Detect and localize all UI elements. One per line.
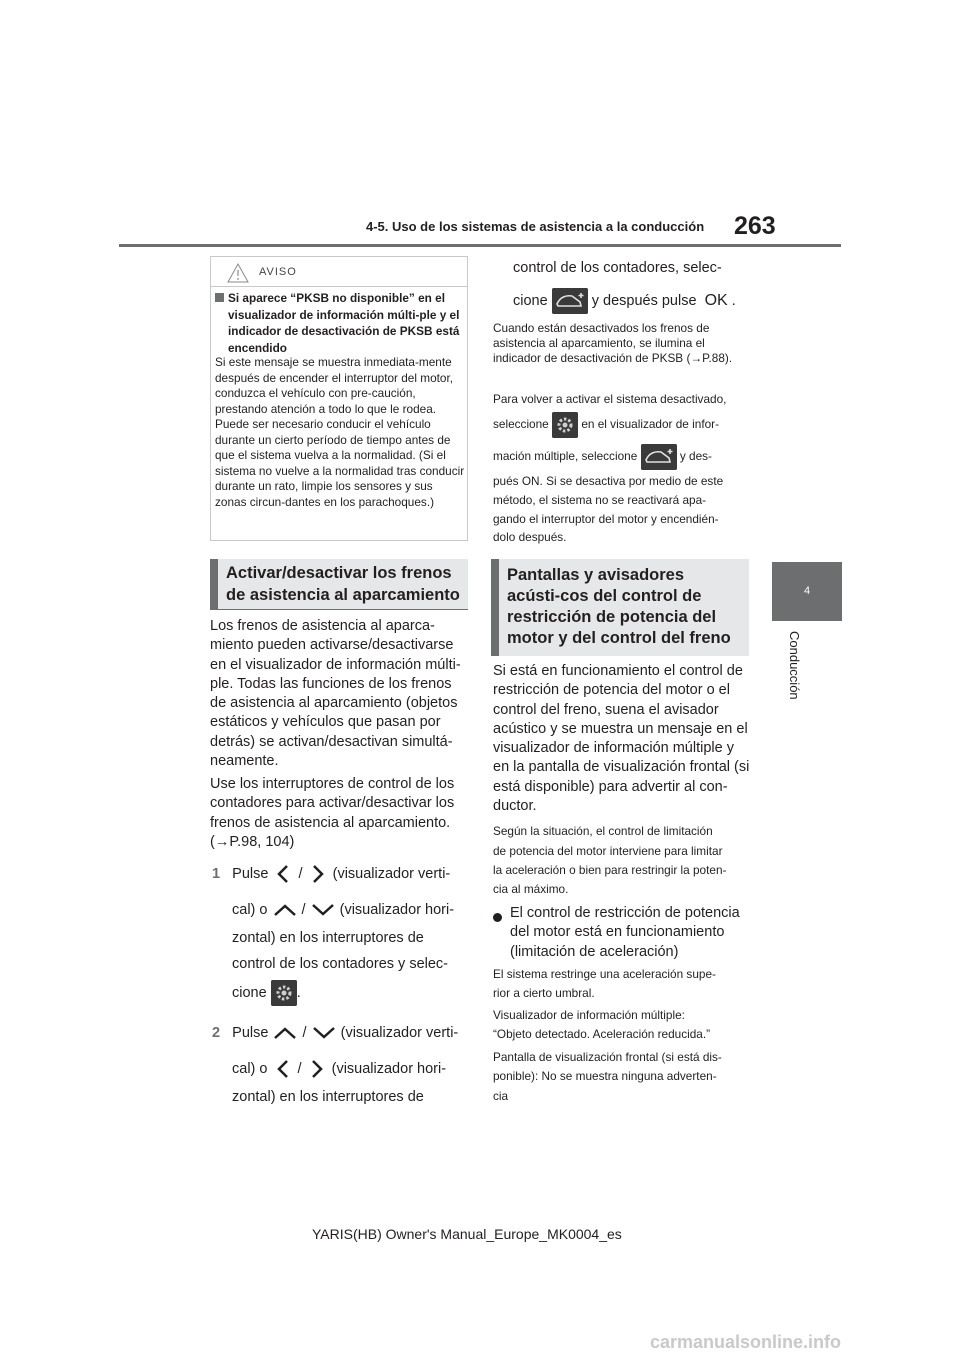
left-section-heading: Activar/desactivar los frenos de asistencia al aparcamiento xyxy=(210,559,468,609)
b-small-4: “Objeto detectado. Aceleración reducida.” xyxy=(493,1027,711,1041)
chevron-right-icon xyxy=(306,1059,328,1079)
step1-pulse: Pulse xyxy=(232,865,269,882)
right-s-1: Según la situación, el control de limitación xyxy=(493,824,713,838)
pksb-car-icon xyxy=(641,444,677,470)
step2-cal: cal) o xyxy=(232,1060,268,1077)
right-small-3 xyxy=(493,412,719,438)
step2-line2 xyxy=(232,1059,446,1079)
chapter-tab: 4 xyxy=(772,562,842,621)
section-title: 4-5. Uso de los sistemas de asistencia a la conducción xyxy=(366,219,705,234)
right-small-7: gando el interruptor del motor y encendién- xyxy=(493,512,719,526)
step1-line3: zontal) en los interruptores de xyxy=(232,930,424,946)
right-cont-line2 xyxy=(513,288,736,314)
warning-bullet-square xyxy=(215,293,224,302)
step1-line2 xyxy=(232,901,454,920)
right-cont-line1: control de los contadores, selec- xyxy=(513,260,722,276)
settings-gear-icon xyxy=(552,412,578,438)
right-small-5: pués ON. Si se desactiva por medio de este xyxy=(493,474,724,488)
warning-body: Si este mensaje se muestra inmediata-mente después de encender el interruptor del motor, conduzca el vehículo con pre-caución, prestando atención a todo lo que le rodea. Puede ser necesario conducir el vehículo durante un cierto período de tiempo antes de que el sistema vuelva a la normalidad. (Si el sistema no vuelve a la normalidad tras conducir durante un rato, limpie los sensores y sus zonas circun-dantes en los parachoques.) xyxy=(215,355,465,509)
chevron-up-icon xyxy=(272,902,298,918)
warning-title: AVISO xyxy=(259,266,297,278)
right-s-3: la aceleración o bien para restringir la poten- xyxy=(493,863,727,877)
right-cione: cione xyxy=(513,292,548,309)
right-small-2: Para volver a activar el sistema desactivado, xyxy=(493,392,727,406)
step2-slash: / xyxy=(302,1025,307,1041)
step2-slash-2: / xyxy=(297,1060,302,1077)
step2-pulse: Pulse xyxy=(232,1025,269,1041)
step1-cione: cione xyxy=(232,984,267,1001)
warning-divider xyxy=(211,286,467,287)
right-seleccione: seleccione xyxy=(493,417,549,432)
warning-triangle-icon xyxy=(227,263,249,283)
step1-horizontal: (visualizador hori- xyxy=(339,902,455,918)
step1-cal: cal) o xyxy=(232,902,268,918)
chapter-label-text: Conducción xyxy=(787,631,802,700)
right-s-4: cia al máximo. xyxy=(493,882,569,896)
step2-vertical: (visualizador verti- xyxy=(340,1025,459,1041)
b-small-5: Pantalla de visualización frontal (si está dis- xyxy=(493,1050,722,1064)
chevron-right-icon xyxy=(307,864,329,884)
right-small-1: Cuando están desactivados los frenos de asistencia al aparcamiento, se ilumina el indicador de desactivación de PKSB (→P.88). xyxy=(493,321,733,365)
footer-text: YARIS(HB) Owner's Manual_Europe_MK0004_es xyxy=(312,1226,622,1242)
right-s-2: de potencia del motor interviene para limitar xyxy=(493,844,723,858)
bullet-dot xyxy=(493,909,502,927)
right-en-visualizador: en el visualizador de infor- xyxy=(581,417,720,432)
b-small-7: cia xyxy=(493,1089,509,1103)
chevron-left-icon xyxy=(272,864,294,884)
step2-horizontal: (visualizador hori- xyxy=(331,1060,447,1077)
step2-number: 2 xyxy=(212,1025,221,1041)
step1-slash-2: / xyxy=(301,902,306,918)
pksb-car-icon xyxy=(552,288,588,314)
step2-line3: zontal) en los interruptores de xyxy=(232,1089,424,1105)
right-para-1: Si está en funcionamiento el control de restricción de potencia del motor o el control del freno, suena el avisador acústico y se muestra un mensaje en el visualizador de información múltiple y en la pantalla de visualización frontal (si está disponible) para advertir al con-ductor. xyxy=(493,663,750,815)
right-y-des: y des- xyxy=(679,449,712,464)
chevron-down-icon xyxy=(310,902,336,918)
right-small-4 xyxy=(493,444,712,470)
step1-line4: control de los contadores y selec- xyxy=(232,956,448,972)
step1-period: . xyxy=(296,984,301,1001)
step1-number: 1 xyxy=(212,865,221,882)
step1-line5 xyxy=(232,980,301,1006)
left-para-2: Use los interruptores de control de los contadores para activar/desactivar los frenos de asistencia al aparcamiento. xyxy=(210,776,455,831)
right-mult-seleccione: mación múltiple, seleccione xyxy=(493,449,638,464)
left-heading-rule xyxy=(210,609,468,610)
ok-button-icon: OK xyxy=(704,291,728,309)
watermark: carmanualsonline.info xyxy=(650,1332,842,1352)
step1-vertical: (visualizador verti- xyxy=(332,865,451,882)
step1-line1 xyxy=(212,864,450,884)
right-despues: y después pulse xyxy=(591,292,697,309)
chevron-down-icon xyxy=(311,1025,337,1041)
left-para-2-ref: (→P.98, 104) xyxy=(210,834,295,850)
right-section-heading: Pantallas y avisadores acústi-cos del control de restricción de potencia del motor y del control del freno xyxy=(491,559,749,656)
b-small-1: El sistema restringe una aceleración supe- xyxy=(493,967,716,981)
step2-line1 xyxy=(212,1024,458,1043)
warning-box xyxy=(210,256,468,541)
b-small-2: rior a cierto umbral. xyxy=(493,986,595,1000)
bullet-text: El control de restricción de potencia del motor está en funcionamiento (limitación de aceleración) xyxy=(510,905,740,960)
page-number: 263 xyxy=(734,212,776,240)
left-para-1: Los frenos de asistencia al aparca-miento pueden activarse/desactivarse en el visualizador de información múlti-ple. Todas las funciones de los frenos de asistencia al aparcamiento (objetos estáticos y vehículos que pasan por detrás) se activan/desactivan simultá-neamente. xyxy=(210,618,461,770)
b-small-6: ponible): No se muestra ninguna adverten- xyxy=(493,1069,717,1083)
b-small-3: Visualizador de información múltiple: xyxy=(493,1008,685,1022)
warning-heading: Si aparece “PKSB no disponible” en el visualizador de información múlti-ple y el indicador de desactivación de PKSB está encendido xyxy=(228,291,460,355)
step1-slash: / xyxy=(298,865,303,882)
right-small-6: método, el sistema no se reactivará apa- xyxy=(493,493,707,507)
header-rule xyxy=(119,244,841,247)
right-period: . xyxy=(731,292,736,309)
right-small-8: dolo después. xyxy=(493,530,567,544)
settings-gear-icon xyxy=(271,980,297,1006)
chevron-up-icon xyxy=(272,1025,298,1041)
chevron-left-icon xyxy=(272,1059,294,1079)
chapter-label xyxy=(788,631,804,711)
